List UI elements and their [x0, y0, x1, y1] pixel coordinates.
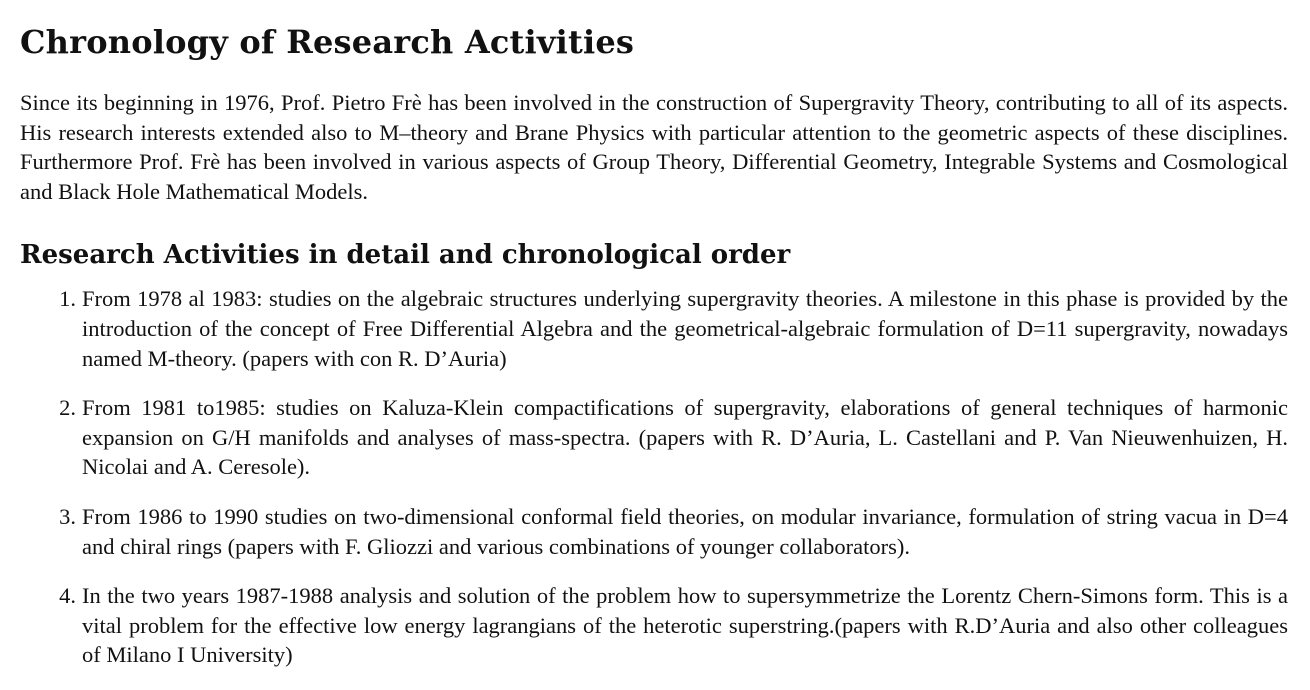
- list-item-number: 3.: [59, 503, 76, 529]
- list-item: [20, 284, 1288, 373]
- document-page: [20, 22, 1288, 690]
- section-heading: Research Activities in detail and chronological order: [20, 240, 791, 271]
- list-item-number: 4.: [59, 583, 76, 609]
- page-title: Chronology of Research Activities: [20, 23, 635, 61]
- list-item: [20, 393, 1288, 482]
- list-item-number: 1.: [59, 286, 76, 312]
- list-item-number: 2.: [59, 395, 76, 421]
- list-item: [20, 502, 1288, 561]
- list-item-text: From 1978 al 1983: studies on the algebraic structures underlying supergravity theories. A milestone in this phase is provided by the introduction of the concept of Free Differential Algebra and the geometrical-algebraic formulation of D=11 supergravity, nowadays named M-theory. (papers with con R. D’Auria): [82, 286, 1288, 371]
- list-item-text: From 1986 to 1990 studies on two-dimensional conformal field theories, on modular invariance, formulation of string vacua in D=4 and chiral rings (papers with F. Gliozzi and various combinations of younger collaborators).: [82, 503, 1288, 559]
- list-item: [20, 581, 1288, 670]
- list-item-text: In the two years 1987-1988 analysis and solution of the problem how to supersymmetrize the Lorentz Chern-Simons form. This is a vital problem for the effective low energy lagrangians of the heterotic superstring.(papers with R.D’Auria and also other colleagues of Milano I University): [82, 583, 1288, 668]
- activities-list: [20, 284, 1288, 670]
- intro-paragraph: Since its beginning in 1976, Prof. Pietro Frè has been involved in the construction of Supergravity Theory, contributing to all of its aspects. His research interests extended also to M–theory and Brane Physics with particular attention to the geometric aspects of these disciplines. Furthermore Prof. Frè has been involved in various aspects of Group Theory, Differential Geometry, Integrable Systems and Cosmological and Black Hole Mathematical Models.: [20, 90, 1288, 204]
- list-item-text: From 1981 to1985: studies on Kaluza-Klein compactifications of supergravity, elaborations of general techniques of harmonic expansion on G/H manifolds and analyses of mass-spectra. (papers with R. D’Auria, L. Castellani and P. Van Nieuwenhuizen, H. Nicolai and A. Ceresole).: [82, 395, 1288, 480]
